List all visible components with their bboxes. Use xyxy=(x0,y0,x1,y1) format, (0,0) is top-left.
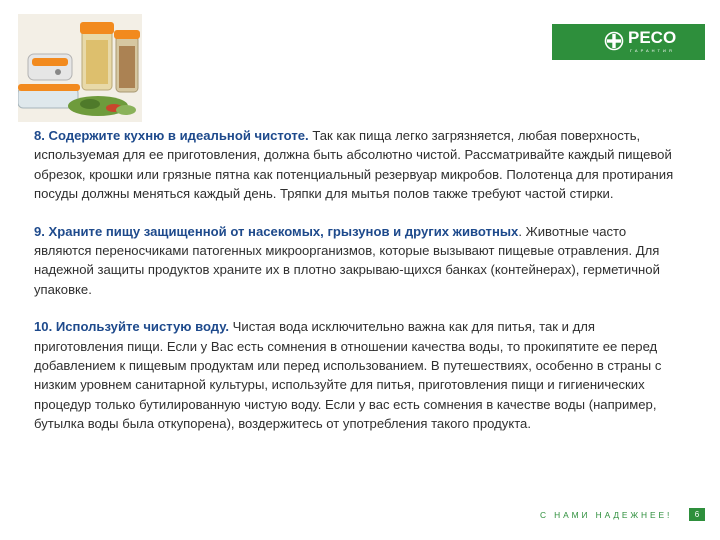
paragraph-body: Чистая вода исключительно важна как для питья, так и для приготовления пищи. Если у Вас есть сомнения в отношении качества воды, то прокипятите ее перед добавлением к пищевым продуктам или перед использованием. В путешествиях, особенно в страны с низким уровнем санитарной культуры, используйте для питья, приготовления пищи и гигиенических процедур только бутилированную чистую воду. Если у вас есть сомнения в качестве воды (например, бутылка воды была откупорена), воздержитесь от употребления такого продукта. xyxy=(34,319,662,432)
page-number: 6 xyxy=(689,508,705,521)
peco-logo xyxy=(552,24,705,60)
paragraph-kitchen-cleanliness xyxy=(34,126,674,204)
paragraph-body: . Животные часто являются переносчиками патогенных микроорганизмов, которые вызывают пищевые отравления. Для надежной защиты продуктов храните их в плотно закрываю-щихся банках (контейнерах), герметичной упаковке. xyxy=(34,223,660,297)
paragraph-body: Так как пища легко загрязняется, любая поверхность, используемая для ее приготовления, должна быть абсолютно чистой. Рассматривайте каждый пищевой обрезок, крошки или грязные пятна как потенциальный резервуар микробов. Полотенца для протирания посуды должны меняться каждый день. Тряпки для мытья полов также требуют частой стирки. xyxy=(34,128,674,202)
slide-content xyxy=(34,126,674,452)
logo-wordmark: PECO xyxy=(628,28,677,47)
paragraph-clean-water xyxy=(34,317,674,433)
logo-tagline: ГАРАНТИЯ xyxy=(630,48,675,53)
paragraph-heading: 9. Храните пищу защищенной от насекомых, грызунов и других животных xyxy=(34,223,519,239)
footer-slogan: С НАМИ НАДЕЖНЕЕ! xyxy=(540,510,673,520)
paragraph-food-protection xyxy=(34,222,674,300)
cross-emblem-icon xyxy=(604,31,624,51)
food-containers-image xyxy=(18,14,142,122)
food-containers-photo xyxy=(18,14,142,122)
paragraph-heading: 8. Содержите кухню в идеальной чистоте. xyxy=(34,128,309,143)
paragraph-heading: 10. Используйте чистую воду. xyxy=(34,319,230,335)
